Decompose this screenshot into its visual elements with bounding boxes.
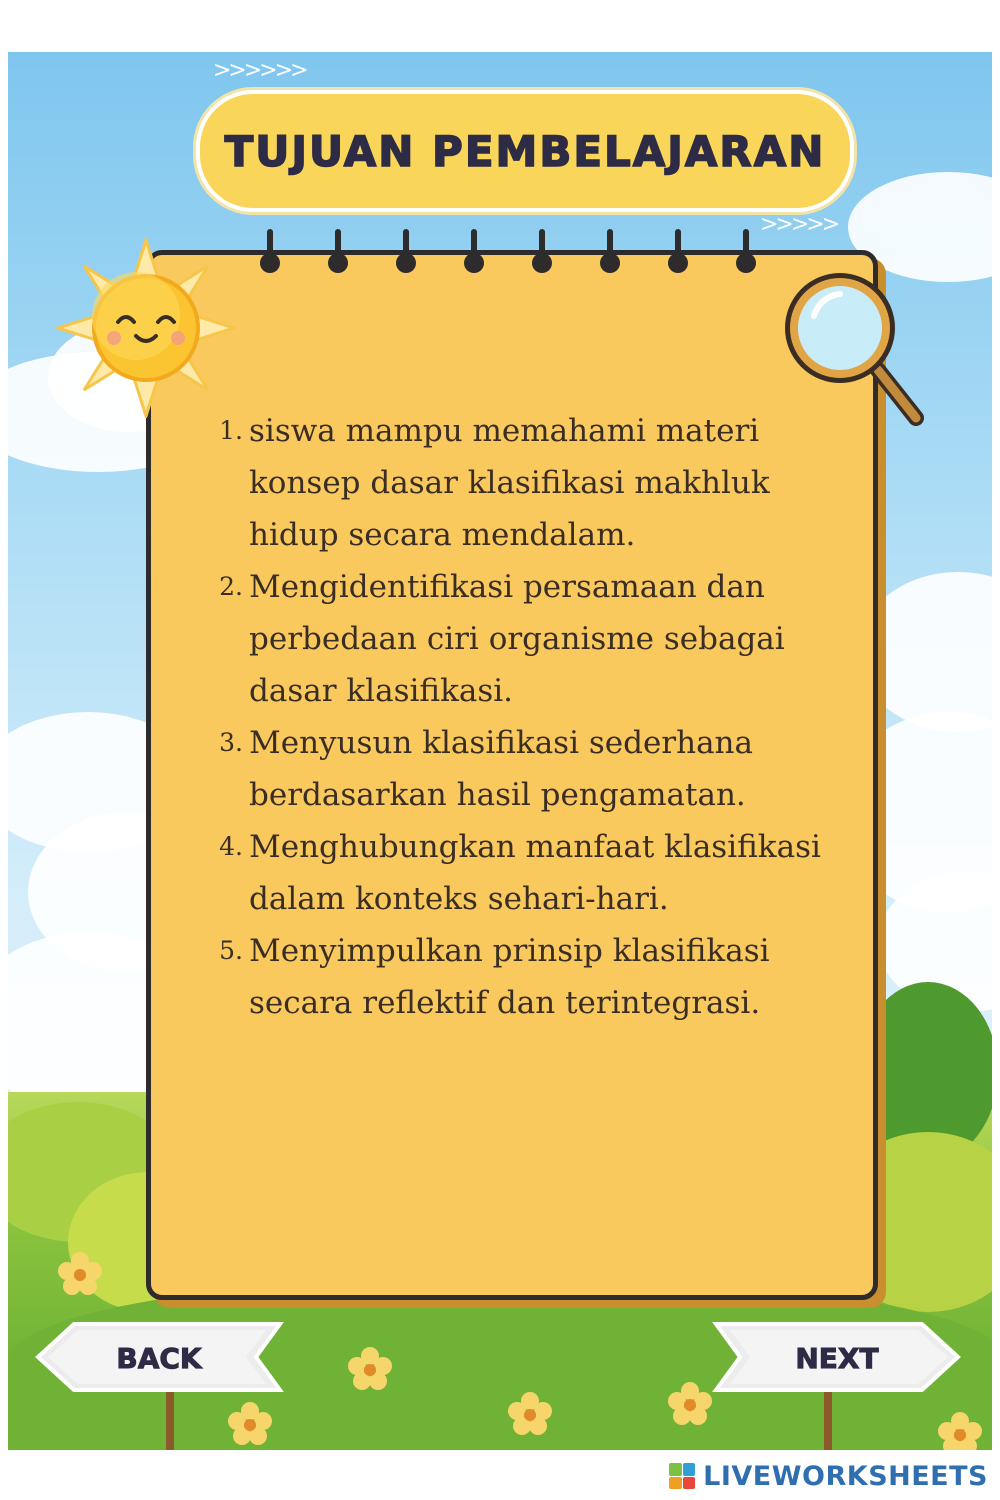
objective-item xyxy=(211,821,831,925)
page-title: TUJUAN PEMBELAJARAN xyxy=(224,126,826,176)
objective-text xyxy=(249,717,831,821)
objective-item xyxy=(211,925,831,1029)
brand-text: LIVEWORKSHEETS xyxy=(703,1460,988,1492)
objective-item xyxy=(211,561,831,717)
objective-line: konsep dasar klasifikasi makhluk xyxy=(249,465,770,501)
next-button-label: NEXT xyxy=(795,1342,879,1375)
chevron-decoration-icon: >>>>>> xyxy=(213,58,306,83)
binder-ring-icon xyxy=(327,229,349,275)
objective-item xyxy=(211,717,831,821)
objective-text xyxy=(249,561,831,717)
flower-icon xyxy=(668,1382,712,1426)
objective-line: secara reflektif dan terintegrasi. xyxy=(249,985,761,1021)
objective-line: hidup secara mendalam. xyxy=(249,517,636,553)
binder-ring-icon xyxy=(395,229,417,275)
sun-icon xyxy=(56,238,236,418)
binder-ring-icon xyxy=(463,229,485,275)
objective-line: dalam konteks sehari-hari. xyxy=(249,881,669,917)
objective-line: perbedaan ciri organisme sebagai xyxy=(249,621,785,657)
binder-ring-icon xyxy=(599,229,621,275)
liveworksheets-brand[interactable] xyxy=(669,1458,988,1494)
worksheet-frame xyxy=(8,52,992,1450)
objectives-list xyxy=(211,405,831,1029)
flower-icon xyxy=(228,1402,272,1446)
objective-line: berdasarkan hasil pengamatan. xyxy=(249,777,746,813)
objective-number: 2. xyxy=(219,572,243,601)
objective-number: 3. xyxy=(219,728,243,757)
objective-number: 4. xyxy=(219,832,243,861)
objective-text xyxy=(249,925,831,1029)
objective-number: 5. xyxy=(219,936,243,965)
flower-icon xyxy=(58,1252,102,1296)
flower-icon xyxy=(508,1392,552,1436)
flower-icon xyxy=(348,1347,392,1391)
back-button-label: BACK xyxy=(116,1342,202,1375)
objective-line: Mengidentifikasi persamaan dan xyxy=(249,569,765,605)
title-banner xyxy=(196,90,854,212)
binder-ring-icon xyxy=(667,229,689,275)
liveworksheets-logo-icon xyxy=(669,1463,695,1489)
notebook-card xyxy=(146,250,878,1300)
binder-ring-icon xyxy=(531,229,553,275)
objective-line: Menghubungkan manfaat klasifikasi xyxy=(249,829,821,865)
objective-line: dasar klasifikasi. xyxy=(249,673,514,709)
objective-item xyxy=(211,405,831,561)
binder-ring-icon xyxy=(259,229,281,275)
objective-number: 1. xyxy=(219,416,243,445)
magnifying-glass-icon xyxy=(778,270,928,430)
objective-text xyxy=(249,405,831,561)
objective-text xyxy=(249,821,831,925)
next-button[interactable] xyxy=(712,1320,962,1394)
objective-line: siswa mampu memahami materi xyxy=(249,413,760,449)
back-button[interactable] xyxy=(34,1320,284,1394)
objective-line: Menyusun klasifikasi sederhana xyxy=(249,725,754,761)
chevron-decoration-icon: >>>>> xyxy=(760,212,838,237)
objective-line: Menyimpulkan prinsip klasifikasi xyxy=(249,933,770,969)
flower-icon xyxy=(938,1412,982,1450)
binder-ring-icon xyxy=(735,229,757,275)
